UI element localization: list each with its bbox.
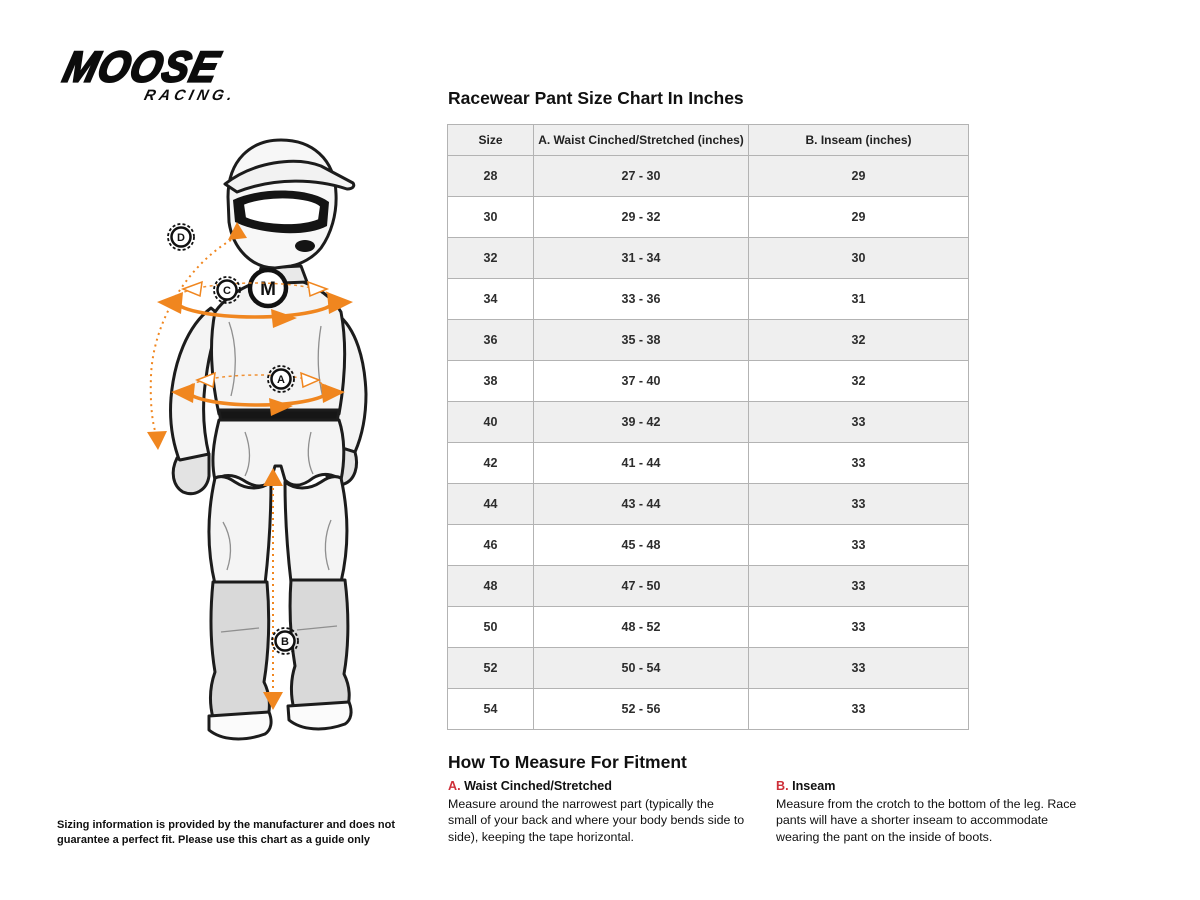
table-cell: 29 - 32	[534, 197, 749, 238]
table-cell: 43 - 44	[534, 484, 749, 525]
table-row	[448, 566, 969, 607]
table-cell: 32	[749, 361, 969, 402]
jersey-logo-letter: M	[260, 279, 276, 300]
table-row	[448, 484, 969, 525]
table-cell: 30	[749, 238, 969, 279]
table-cell: 35 - 38	[534, 320, 749, 361]
howto-title: How To Measure For Fitment	[448, 752, 687, 772]
size-chart-table	[447, 124, 969, 730]
table-cell: 39 - 42	[534, 402, 749, 443]
table-cell: 33	[749, 525, 969, 566]
table-cell: 45 - 48	[534, 525, 749, 566]
table-cell: 32	[448, 238, 534, 279]
disclaimer-text: Sizing information is provided by the manufacturer and does not guarantee a perfect fit. Please use this chart as a guide only	[57, 819, 395, 846]
table-cell: 33	[749, 607, 969, 648]
svg-text:C: C	[223, 285, 231, 297]
table-cell: 33	[749, 402, 969, 443]
table-row	[448, 443, 969, 484]
table-row	[448, 648, 969, 689]
size-table-body	[448, 156, 969, 730]
table-cell: 33	[749, 648, 969, 689]
measure-section-inseam	[776, 779, 1094, 845]
table-cell: 47 - 50	[534, 566, 749, 607]
table-cell: 28	[448, 156, 534, 197]
rider-pants-hips	[213, 420, 344, 486]
goggles-lens	[243, 197, 321, 225]
brand-logo-racing: RACING.	[142, 87, 238, 104]
size-chart-title: Racewear Pant Size Chart In Inches	[448, 88, 744, 108]
svg-text:D: D	[177, 232, 185, 244]
measure-waist-label: Waist Cinched/Stretched	[464, 779, 612, 793]
table-row	[448, 607, 969, 648]
table-row	[448, 361, 969, 402]
table-cell: 41 - 44	[534, 443, 749, 484]
measure-waist-text: Measure around the narrowest part (typically the small of your back and where your body bends side to side), keeping the tape horizontal.	[448, 797, 745, 844]
table-row	[448, 402, 969, 443]
table-cell: 50	[448, 607, 534, 648]
column-header-waist: A. Waist Cinched/Stretched (inches)	[534, 125, 749, 156]
table-row	[448, 197, 969, 238]
measure-inseam-heading	[776, 779, 1094, 793]
table-cell: 46	[448, 525, 534, 566]
measure-waist-heading	[448, 779, 746, 793]
helmet-chin-vent	[295, 240, 315, 252]
table-cell: 29	[749, 156, 969, 197]
table-row	[448, 279, 969, 320]
table-row	[448, 525, 969, 566]
svg-text:A: A	[277, 374, 285, 386]
measure-inseam-text: Measure from the crotch to the bottom of the leg. Race pants will have a shorter inseam to accommodate wearing the pant on the inside of boots.	[776, 797, 1077, 844]
table-cell: 42	[448, 443, 534, 484]
table-cell: 34	[448, 279, 534, 320]
rider-left-sole	[209, 712, 271, 739]
column-header-size: Size	[448, 125, 534, 156]
table-header-row	[448, 125, 969, 156]
table-cell: 32	[749, 320, 969, 361]
measure-inseam-letter: B.	[776, 779, 789, 793]
table-row	[448, 689, 969, 730]
table-cell: 33	[749, 484, 969, 525]
table-cell: 33 - 36	[534, 279, 749, 320]
table-cell: 31	[749, 279, 969, 320]
rider-illustration	[125, 122, 455, 747]
table-cell: 29	[749, 197, 969, 238]
table-cell: 40	[448, 402, 534, 443]
table-cell: 48	[448, 566, 534, 607]
rider-illustration-svg	[125, 122, 455, 747]
rider-left-leg	[209, 477, 271, 584]
table-cell: 33	[749, 689, 969, 730]
column-header-inseam: B. Inseam (inches)	[749, 125, 969, 156]
table-cell: 38	[448, 361, 534, 402]
table-cell: 36	[448, 320, 534, 361]
rider-left-boot	[211, 582, 270, 727]
rider-left-glove	[173, 454, 209, 494]
measure-inseam-label: Inseam	[792, 779, 836, 793]
table-cell: 30	[448, 197, 534, 238]
table-cell: 54	[448, 689, 534, 730]
rider-right-leg	[285, 477, 347, 582]
table-cell: 52 - 56	[534, 689, 749, 730]
table-cell: 50 - 54	[534, 648, 749, 689]
table-row	[448, 320, 969, 361]
brand-logo	[58, 43, 260, 104]
svg-text:B: B	[281, 636, 289, 648]
table-cell: 52	[448, 648, 534, 689]
table-cell: 33	[749, 443, 969, 484]
table-row	[448, 156, 969, 197]
table-cell: 44	[448, 484, 534, 525]
measure-section-waist	[448, 779, 746, 845]
table-cell: 33	[749, 566, 969, 607]
measure-waist-letter: A.	[448, 779, 461, 793]
table-cell: 31 - 34	[534, 238, 749, 279]
table-cell: 48 - 52	[534, 607, 749, 648]
brand-logo-moose: MOOSE	[58, 43, 225, 92]
label-d	[168, 224, 194, 250]
table-cell: 27 - 30	[534, 156, 749, 197]
rider-right-sole	[288, 702, 351, 729]
table-cell: 37 - 40	[534, 361, 749, 402]
table-row	[448, 238, 969, 279]
rider-right-boot	[290, 580, 349, 717]
